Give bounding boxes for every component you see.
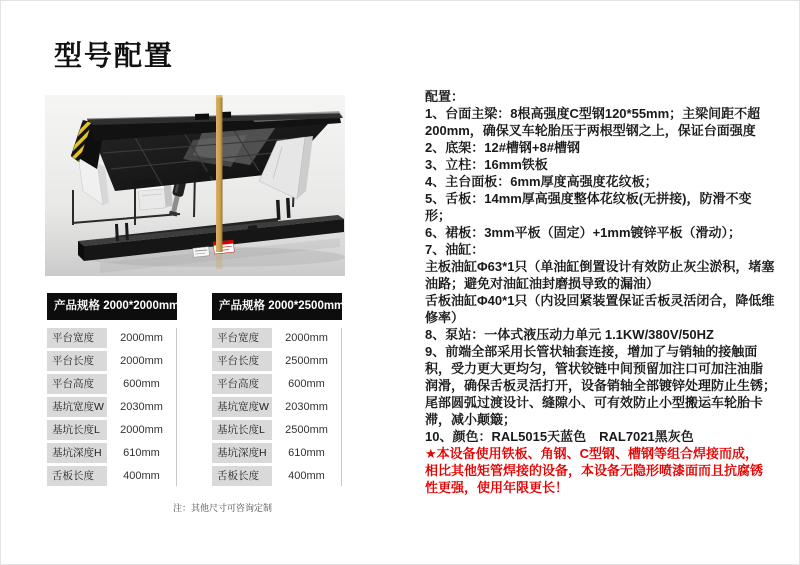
spec-row [47,443,176,463]
config-line: 9、前端全部采用长管状轴套连接，增加了与销轴的接触面 [425,344,758,359]
config-line: 滞，减小颠簸； [425,412,517,427]
spec-label: 平台长度 [212,351,272,371]
warning-line: 性更强，使用年限更长！ [425,480,569,495]
spec-row [212,374,341,394]
spec-value: 2030mm [107,397,176,417]
config-line: 4、主台面板：6mm厚度高强度花纹板； [425,174,658,189]
warning-line: ★本设备使用铁板、角钢、C型钢、槽钢等组合焊接而成， [425,446,759,461]
config-line: 3、立柱：16mm铁板 [425,157,548,172]
spec-label: 基坑长度L [47,420,107,440]
spec-label: 基坑深度H [47,443,107,463]
spec-row [47,420,176,440]
welding-warning [425,445,790,496]
spec-value: 2030mm [272,397,341,417]
spec-label: 舌板长度 [47,466,107,486]
spec-table-2000x2000 [47,293,180,489]
spec-label: 基坑长度L [212,420,272,440]
wooden-pole [216,95,223,252]
config-line: 修率） [425,310,465,325]
spec-value: 400mm [107,466,176,486]
spec-label: 基坑深度H [212,443,272,463]
spec-label: 平台长度 [47,351,107,371]
spec-table-header: 产品规格 2000*2500mm [212,293,342,320]
spec-label: 平台高度 [47,374,107,394]
spec-value: 2000mm [107,351,176,371]
dock-leveler-illustration [45,95,345,276]
spec-row [47,374,176,394]
spec-row [47,328,176,348]
spec-row [212,397,341,417]
spec-value: 610mm [107,443,176,463]
config-line: 积，受力更大更均匀，管状铰链中间预留加注口可加注油脂 [425,361,764,376]
config-line: 5、舌板：14mm厚高强度整体花纹板(无拼接)，防滑不变 [425,191,752,206]
config-line: 10、颜色：RAL5015天蓝色 RAL7021黑灰色 [425,429,694,444]
spec-value: 400mm [272,466,341,486]
config-lines [425,105,790,445]
spec-value: 600mm [107,374,176,394]
spec-value: 600mm [272,374,341,394]
spec-table-body [212,328,342,486]
config-line: 200mm，确保叉车轮胎压于两根型钢之上，保证台面强度 [425,123,756,138]
spec-row [212,420,341,440]
spec-label: 基坑宽度W [47,397,107,417]
custom-size-note: 注：其他尺寸可咨询定制 [173,503,273,513]
spec-label: 平台宽度 [212,328,272,348]
config-line: 8、泵站：一体式液压动力单元 1.1KW/380V/50HZ [425,327,714,342]
config-line: 2、底架：12#槽钢+8#槽钢 [425,140,580,155]
config-line: 主板油缸Φ63*1只（单油缸倒置设计有效防止灰尘淤积，堵塞 [425,259,775,274]
spec-value: 2000mm [272,328,341,348]
spec-table-2000x2500 [212,293,345,489]
config-line: 1、台面主梁：8根高强度C型钢120*55mm；主梁间距不超 [425,106,761,121]
spec-table-header: 产品规格 2000*2000mm [47,293,177,320]
config-line: 油路；避免对油缸油封磨损导致的漏油） [425,276,660,291]
spec-label: 基坑宽度W [212,397,272,417]
spec-row [212,466,341,486]
config-heading: 配置： [425,89,465,104]
config-line: 7、油缸： [425,242,485,257]
spec-label: 舌板长度 [212,466,272,486]
product-image [45,95,345,276]
spec-label: 平台宽度 [47,328,107,348]
spec-value: 2500mm [272,351,341,371]
spec-row [47,351,176,371]
config-line: 6、裙板：3mm平板（固定）+1mm镀锌平板（滑动）； [425,225,742,240]
config-line: 舌板油缸Φ40*1只（内设回紧装置保证舌板灵活闭合，降低维 [425,293,775,308]
spec-value: 2000mm [107,420,176,440]
spec-table-body [47,328,177,486]
spec-row [47,397,176,417]
spec-row [212,351,341,371]
configuration-list [425,88,790,496]
spec-row [47,466,176,486]
config-line: 尾部圆弧过渡设计、缝隙小、可有效防止小型搬运车轮胎卡 [425,395,764,410]
spec-value: 610mm [272,443,341,463]
config-line: 润滑，确保舌板灵活打开，设备销轴全部镀锌处理防止生锈； [425,378,777,393]
spec-value: 2000mm [107,328,176,348]
spec-value: 2500mm [272,420,341,440]
config-line: 形； [425,208,452,223]
warning-line: 相比其他矩管焊接的设备，本设备无隐形喷漆面而且抗腐锈 [425,463,764,478]
spec-label: 平台高度 [212,374,272,394]
spec-row [212,443,341,463]
page-title: 型号配置 [54,40,175,71]
spec-row [212,328,341,348]
